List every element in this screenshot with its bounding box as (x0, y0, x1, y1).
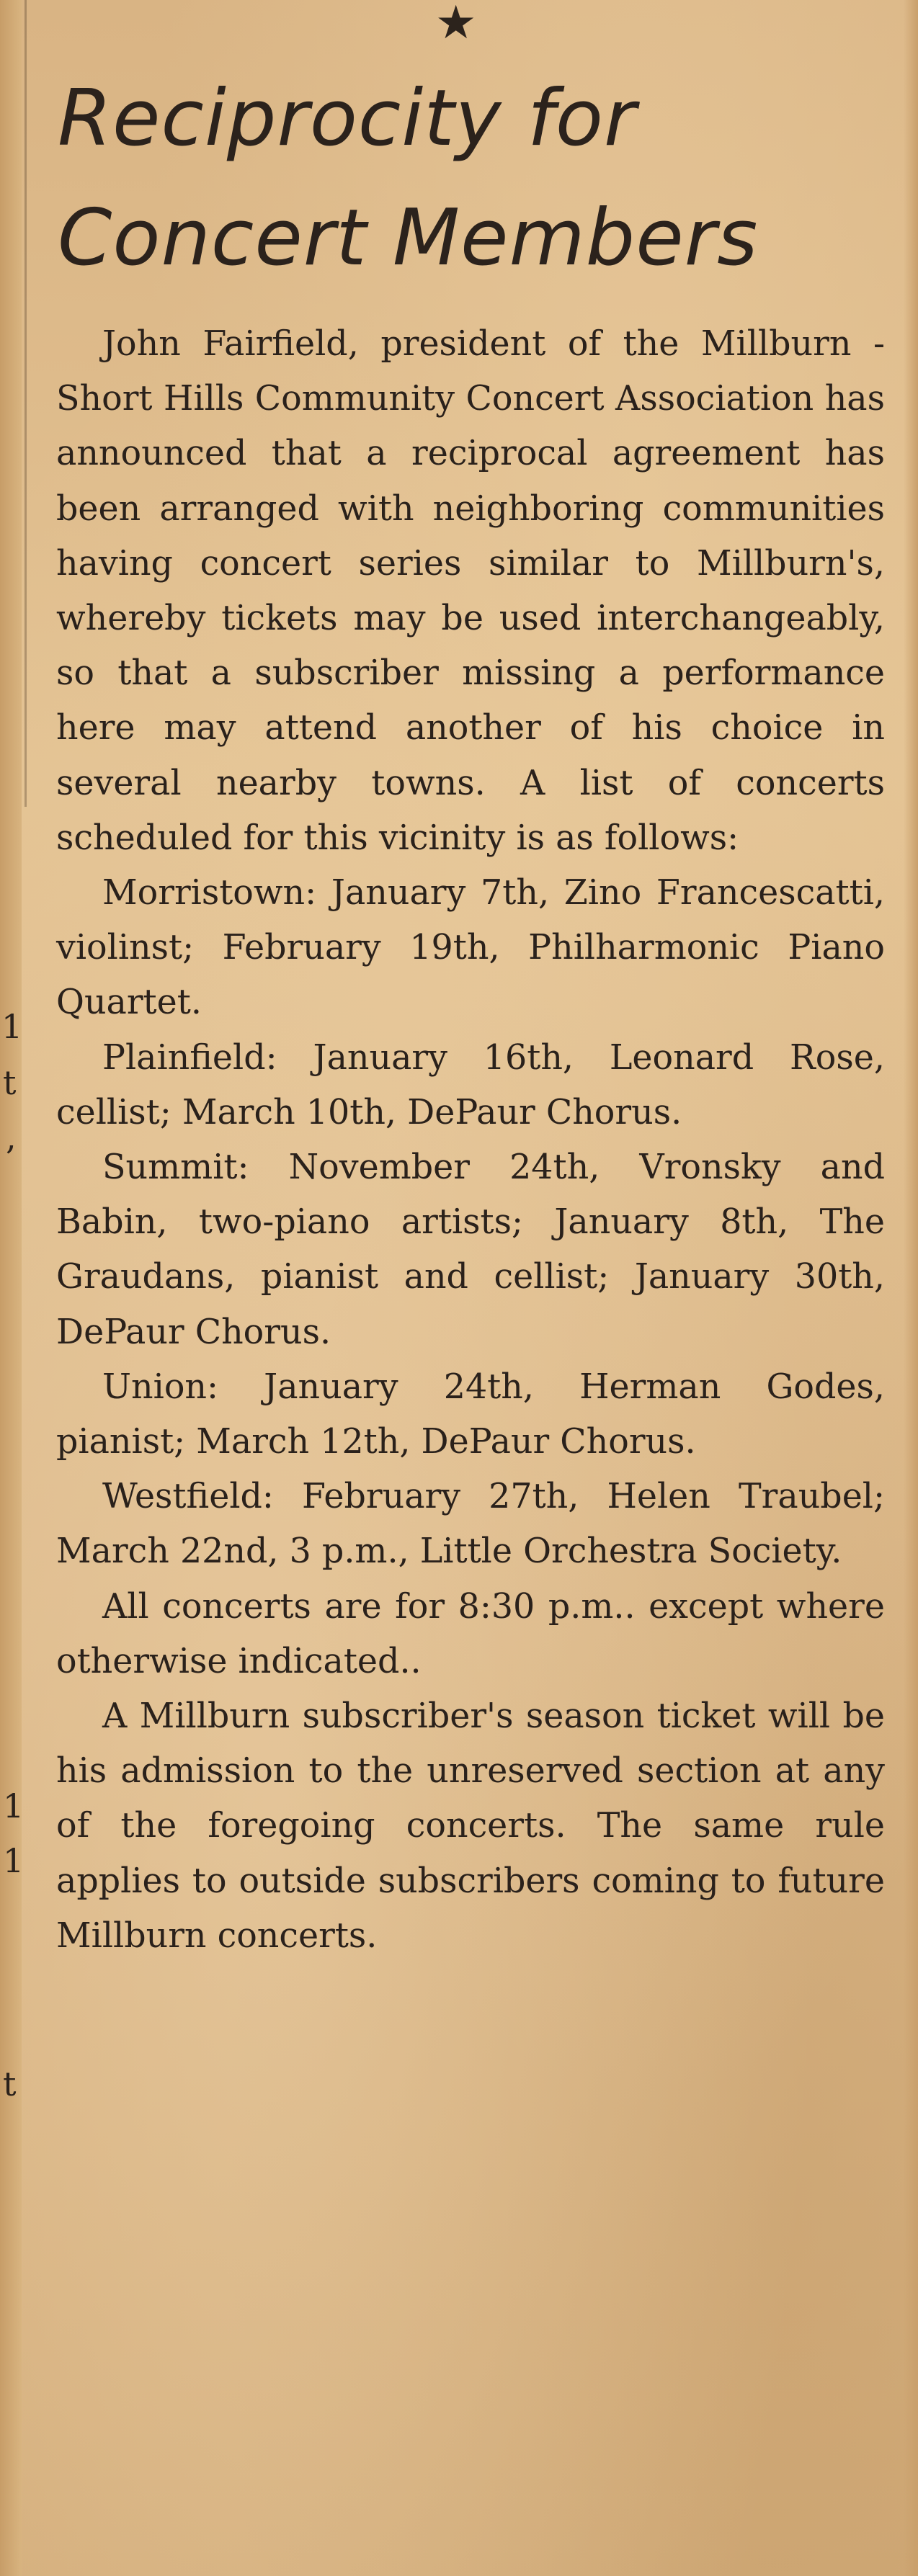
paragraph-westfield: Westfield: February 27th, Helen Traubel; March 22nd, 3 p.m., Little Orchestra Society. (56, 1477, 885, 1572)
paragraph-summit: Summit: November 24th, Vronsky and Babin, two-piano artists; January 8th, The Graudans, pianist and cellist; January 30th, DePaur Chorus. (56, 1148, 885, 1352)
paragraph-morristown: Morristown: January 7th, Zino Francescatti, violinst; February 19th, Philharmonic Piano Quartet. (56, 873, 885, 1023)
adjacent-column-fragment: , (6, 1118, 17, 1157)
paragraph-admission: A Millburn subscriber's season ticket will be his admission to the unreserved section at any of the foregoing concerts. The same rule applies to outside subscribers coming to future Millburn concerts. (56, 1696, 885, 1956)
column-rule (24, 0, 27, 807)
paragraph-times: All concerts are for 8:30 p.m.. except where otherwise indicated.. (56, 1586, 885, 1681)
article-body (56, 317, 885, 1964)
adjacent-column-fragment: t (3, 2065, 17, 2103)
adjacent-column-fragment: t (3, 1063, 17, 1102)
adjacent-column-fragment: 1 (3, 1841, 24, 1880)
paper-right-edge (904, 0, 918, 2576)
adjacent-column-fragment: 1 (3, 1786, 24, 1825)
article-headline (58, 59, 865, 298)
headline-line-1: Reciprocity for (58, 73, 637, 164)
adjacent-column-fragment: 1 (1, 1007, 23, 1046)
paragraph-plainfield: Plainfield: January 16th, Leonard Rose, cellist; March 10th, DePaur Chorus. (56, 1037, 885, 1132)
adjacent-column-edge (0, 0, 22, 2576)
paragraph-union: Union: January 24th, Herman Godes, pianist; March 12th, DePaur Chorus. (56, 1367, 885, 1462)
star-marker-icon: ★ (435, 0, 477, 50)
paragraph-intro: John Fairfield, president of the Millburn - Short Hills Community Concert Association has announced that a reciprocal agreement has been arranged with neighboring communities having concert series similar to Millburn's, whereby tickets may be used interchangeably, so that a subscriber missing a performance here may attend another of his choice in several nearby towns. A list of concerts scheduled for this vicinity is as follows: (56, 324, 885, 858)
headline-line-2: Concert Members (58, 193, 759, 283)
